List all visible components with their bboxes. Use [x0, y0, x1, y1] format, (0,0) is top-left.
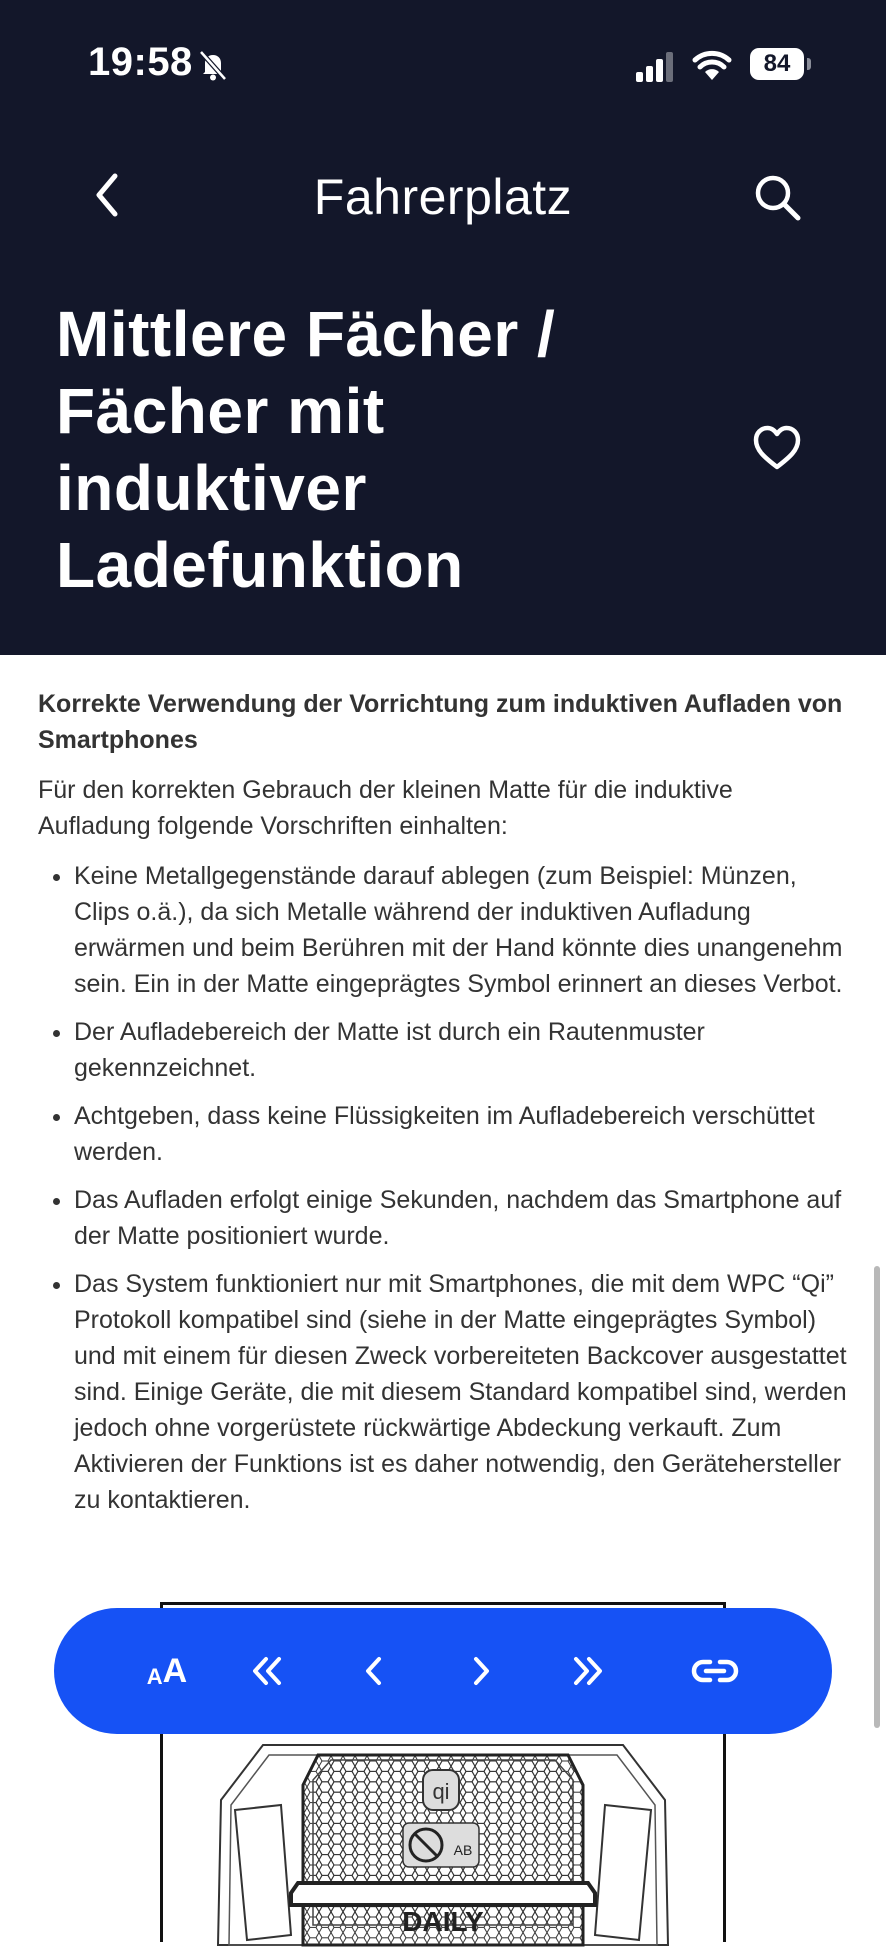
battery-level: 84	[750, 48, 804, 80]
list-item: • Keine Metallgegenstände darauf ablegen (zum Beispiel: Münzen, Clips o.ä.), da sich Metalle während der induktiven Aufladung erwärmen und beim Berühren mit der Hand könnte dies unangenehm sein. Ein in der Matte eingeprägtes Symbol erinnert an dieses Verbot.	[74, 858, 848, 1002]
first-page-button[interactable]	[232, 1636, 302, 1706]
list-item: • Das Aufladen erfolgt einige Sekunden, nachdem das Smartphone auf der Matte positioniert wurde.	[74, 1182, 848, 1254]
scrollbar[interactable]	[874, 1266, 880, 1728]
battery-tip	[807, 58, 811, 70]
figure-label: DAILY	[402, 1906, 484, 1937]
section-heading: Korrekte Verwendung der Vorrichtung zum induktiven Aufladen von Smartphones	[38, 690, 843, 754]
article-content	[38, 686, 848, 1530]
font-size-small-glyph: A	[146, 1664, 163, 1689]
double-chevron-left-icon	[249, 1653, 285, 1689]
nav-title: Fahrerplatz	[313, 169, 573, 225]
font-size-large-glyph: A	[162, 1651, 188, 1690]
intro-paragraph: Für den korrekten Gebrauch der kleinen Matte für die induktive Aufladung folgende Vorschriften einhalten:	[38, 776, 733, 840]
reader-toolbar	[54, 1608, 832, 1734]
share-link-button[interactable]	[680, 1636, 750, 1706]
qi-symbol-label: qi	[432, 1779, 450, 1804]
search-icon[interactable]	[752, 172, 802, 222]
header	[0, 0, 886, 655]
next-page-button[interactable]	[446, 1636, 516, 1706]
last-page-button[interactable]	[553, 1636, 623, 1706]
chevron-right-icon	[463, 1653, 499, 1689]
heart-favorite-icon[interactable]	[752, 424, 802, 472]
list-item: • Der Aufladebereich der Matte ist durch ein Rautenmuster gekennzeichnet.	[74, 1014, 848, 1086]
list-item: • Das System funktioniert nur mit Smartphones, die mit dem WPC “Qi” Protokoll kompatibel sind (siehe in der Matte eingeprägtes Symbol) und mit einem für diesen Zweck vorbereiteten Backcover ausgestattet sind. Einige Geräte, die mit diesem Standard kompatibel sind, werden jedoch ohne vorgerüstete rückwärtige Abdeckung verkauft. Zum Aktivieren der Funktions ist es daher notwendig, den Gerätehersteller zu kontaktieren.	[74, 1266, 848, 1518]
link-icon	[690, 1653, 740, 1689]
font-size-button[interactable]	[132, 1636, 202, 1706]
status-time: 19:58	[88, 40, 193, 84]
previous-page-button[interactable]	[339, 1636, 409, 1706]
battery-indicator	[750, 48, 812, 82]
bell-muted-icon	[196, 48, 230, 82]
list-item: • Achtgeben, dass keine Flüssigkeiten im Aufladebereich verschüttet werden.	[74, 1098, 848, 1170]
wifi-icon	[692, 48, 732, 82]
page-title: Mittlere Fächer / Fächer mit induktiver Ladefunktion	[56, 298, 556, 601]
mat-symbol-letters: AB	[453, 1842, 473, 1858]
rules-list	[38, 858, 848, 1518]
chevron-left-icon	[356, 1653, 392, 1689]
double-chevron-right-icon	[570, 1653, 606, 1689]
cellular-signal-icon	[636, 52, 676, 82]
